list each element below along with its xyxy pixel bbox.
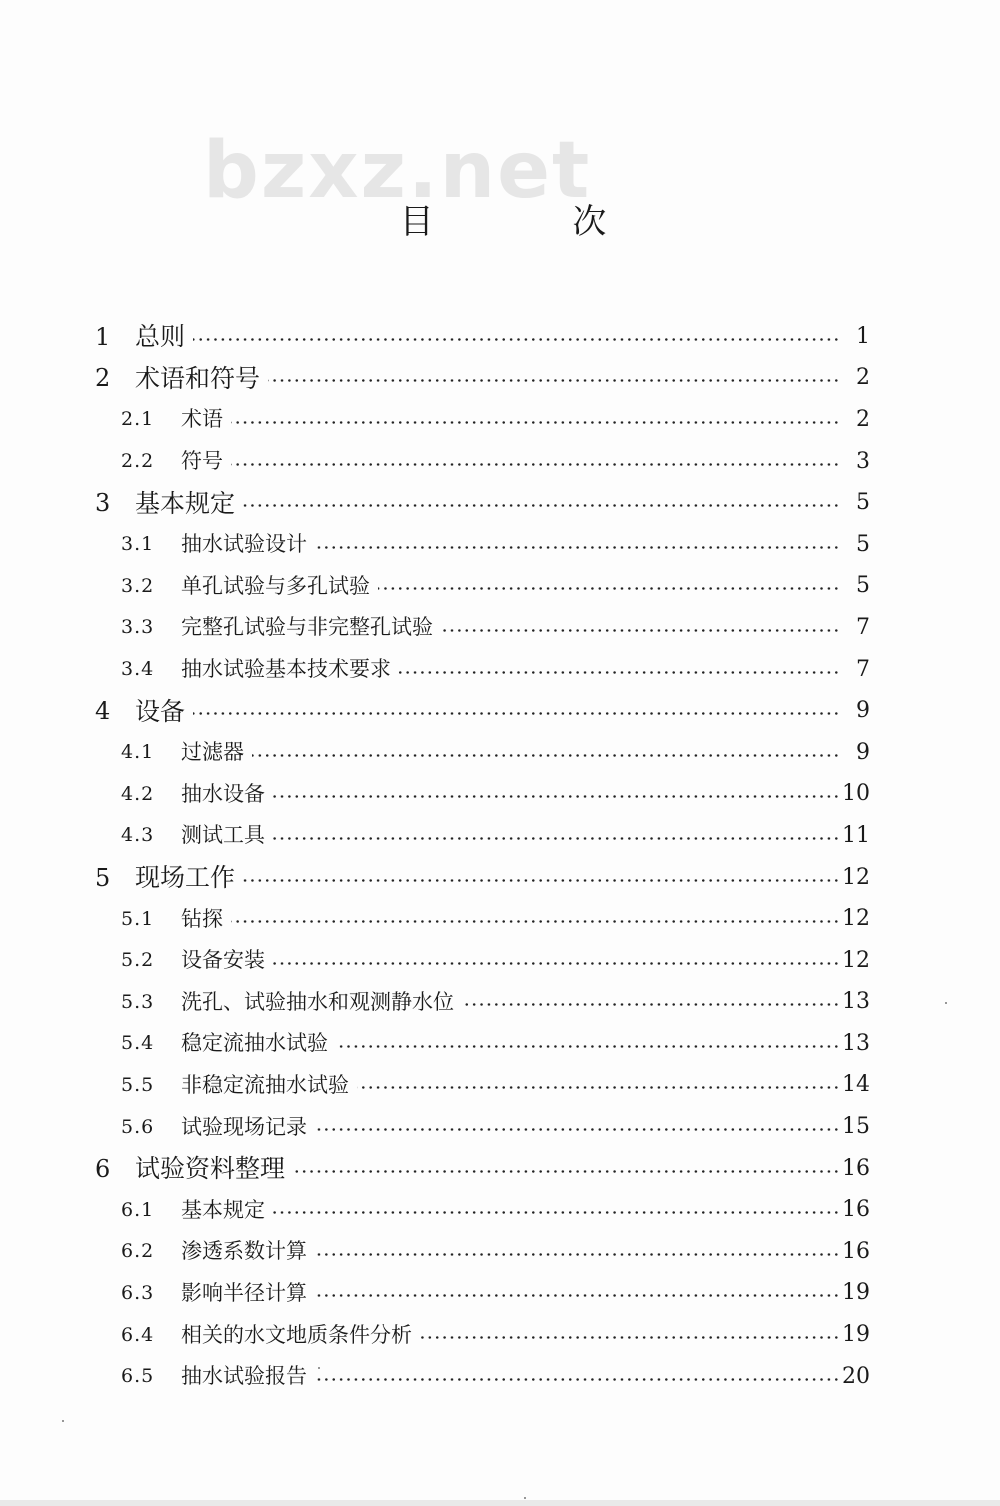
toc-section-entry[interactable] <box>0 1189 1000 1231</box>
dot-leader <box>357 1086 840 1089</box>
toc-chapter-entry[interactable] <box>0 690 1000 732</box>
toc-entry-number: 3.2 <box>121 574 155 597</box>
toc-entry-number: 3.3 <box>121 616 155 639</box>
toc-entry-number: 5.1 <box>121 907 155 930</box>
toc-page-number: 9 <box>856 739 870 765</box>
toc-page-number: 13 <box>842 989 870 1015</box>
toc-entry-number: 5.6 <box>121 1115 155 1138</box>
toc-entry-title: 影响半径计算 <box>181 1280 307 1305</box>
toc-entry-number: 5.4 <box>121 1032 155 1055</box>
toc-page-number: 16 <box>842 1238 870 1264</box>
dot-leader <box>273 837 840 840</box>
toc-entry-number: 2 <box>95 364 111 393</box>
toc-section-entry[interactable] <box>0 774 1000 816</box>
dot-leader <box>293 1170 840 1173</box>
toc-entry-title: 术语 <box>181 407 223 432</box>
toc-page-number: 16 <box>842 1197 870 1223</box>
toc-entry-number: 5 <box>95 863 111 892</box>
table-of-contents <box>0 316 1000 1397</box>
toc-entry-number: 6.3 <box>121 1281 155 1304</box>
dot-leader <box>193 712 840 715</box>
toc-section-entry[interactable] <box>0 1314 1000 1356</box>
toc-entry-number: 1 <box>95 322 111 351</box>
toc-page-number: 2 <box>856 406 870 432</box>
toc-page-number: 7 <box>856 656 870 682</box>
toc-page-number: 19 <box>842 1280 870 1306</box>
toc-entry-title: 基本规定 <box>181 1197 265 1222</box>
dot-leader <box>231 421 840 424</box>
toc-entry-number: 5.5 <box>121 1073 155 1096</box>
toc-entry-title: 洗孔、试验抽水和观测静水位 <box>181 989 454 1014</box>
toc-entry-number: 3.4 <box>121 658 155 681</box>
toc-entry-number: 2.1 <box>121 408 155 431</box>
toc-entry-title: 非稳定流抽水试验 <box>181 1072 349 1097</box>
dot-leader <box>315 1294 840 1297</box>
toc-entry-title: 术语和符号 <box>135 363 261 393</box>
dot-leader <box>315 1378 840 1381</box>
toc-page-number: 12 <box>842 864 870 890</box>
toc-chapter-entry[interactable] <box>0 857 1000 899</box>
toc-page-number: 14 <box>842 1072 870 1098</box>
toc-entry-number: 6 <box>95 1154 111 1183</box>
toc-entry-title: 现场工作 <box>135 863 236 893</box>
toc-page-number: 9 <box>856 698 870 724</box>
toc-chapter-entry[interactable] <box>0 1148 1000 1190</box>
toc-section-entry[interactable] <box>0 1273 1000 1315</box>
toc-page-number: 7 <box>856 614 870 640</box>
toc-section-entry[interactable] <box>0 1231 1000 1273</box>
scan-speck <box>318 1367 320 1369</box>
toc-page-number: 19 <box>842 1322 870 1348</box>
toc-entry-title: 渗透系数计算 <box>181 1239 307 1264</box>
toc-page-number: 11 <box>842 822 870 848</box>
scan-speck <box>524 1497 526 1499</box>
toc-page-number: 12 <box>842 947 870 973</box>
dot-leader <box>315 546 840 549</box>
toc-section-entry[interactable] <box>0 1106 1000 1148</box>
toc-entry-number: 6.5 <box>121 1365 155 1388</box>
dot-leader <box>315 1128 840 1131</box>
dot-leader <box>273 795 840 798</box>
toc-page-number: 20 <box>842 1363 870 1389</box>
toc-entry-title: 相关的水文地质条件分析 <box>181 1322 412 1347</box>
dot-leader <box>252 754 840 757</box>
toc-entry-number: 4.2 <box>121 782 155 805</box>
toc-entry-number: 2.2 <box>121 450 155 473</box>
toc-entry-title: 设备 <box>135 696 186 726</box>
dot-leader <box>441 629 840 632</box>
toc-entry-title: 抽水试验报告 <box>181 1364 307 1389</box>
toc-page-number: 1 <box>856 323 870 349</box>
toc-entry-title: 抽水试验设计 <box>181 532 307 557</box>
toc-page-number: 2 <box>856 365 870 391</box>
toc-entry-number: 3 <box>95 489 111 518</box>
toc-entry-number: 4.3 <box>121 824 155 847</box>
toc-entry-title: 试验现场记录 <box>181 1114 307 1139</box>
toc-entry-title: 总则 <box>135 322 186 352</box>
scan-speck <box>945 1002 947 1004</box>
dot-leader <box>315 1253 840 1256</box>
toc-section-entry[interactable] <box>0 649 1000 691</box>
toc-entry-number: 6.4 <box>121 1323 155 1346</box>
toc-section-entry[interactable] <box>0 732 1000 774</box>
toc-entry-title: 抽水试验基本技术要求 <box>181 657 391 682</box>
toc-page-number: 10 <box>842 781 870 807</box>
dot-leader <box>268 379 840 382</box>
toc-entry-number: 4.1 <box>121 741 155 764</box>
toc-entry-number: 4 <box>95 697 111 726</box>
toc-entry-title: 设备安装 <box>181 948 265 973</box>
toc-page-number: 16 <box>842 1155 870 1181</box>
toc-section-entry[interactable] <box>0 441 1000 483</box>
toc-page-number: 12 <box>842 906 870 932</box>
dot-leader <box>231 463 840 466</box>
dot-leader <box>462 1003 840 1006</box>
toc-entry-title: 稳定流抽水试验 <box>181 1031 328 1056</box>
toc-page-number: 5 <box>856 573 870 599</box>
toc-entry-title: 抽水设备 <box>181 781 265 806</box>
toc-entry-number: 5.2 <box>121 949 155 972</box>
toc-section-entry[interactable] <box>0 566 1000 608</box>
toc-page-number: 5 <box>856 531 870 557</box>
scan-speck <box>62 1420 64 1422</box>
toc-chapter-entry[interactable] <box>0 482 1000 524</box>
dot-leader <box>273 962 840 965</box>
dot-leader <box>336 1045 840 1048</box>
dot-leader <box>378 587 840 590</box>
dot-leader <box>399 671 840 674</box>
toc-page-number: 5 <box>856 490 870 516</box>
scan-edge <box>0 1500 1000 1506</box>
toc-entry-title: 完整孔试验与非完整孔试验 <box>181 615 433 640</box>
dot-leader <box>243 879 840 882</box>
toc-section-entry[interactable] <box>0 607 1000 649</box>
page-title: 目 次 <box>399 202 671 242</box>
toc-entry-title: 钻探 <box>181 906 223 931</box>
toc-entry-title: 过滤器 <box>181 740 244 765</box>
toc-entry-title: 基本规定 <box>135 488 236 518</box>
dot-leader <box>243 504 840 507</box>
dot-leader <box>193 338 840 341</box>
toc-entry-number: 5.3 <box>121 990 155 1013</box>
toc-entry-title: 单孔试验与多孔试验 <box>181 573 370 598</box>
toc-section-entry[interactable] <box>0 898 1000 940</box>
toc-entry-number: 3.1 <box>121 533 155 556</box>
dot-leader <box>231 920 840 923</box>
toc-page-number: 15 <box>842 1114 870 1140</box>
toc-section-entry[interactable] <box>0 524 1000 566</box>
toc-section-entry[interactable] <box>0 399 1000 441</box>
watermark: bzxz.net <box>203 126 592 216</box>
toc-chapter-entry[interactable] <box>0 316 1000 358</box>
toc-section-entry[interactable] <box>0 982 1000 1024</box>
toc-entry-number: 6.1 <box>121 1198 155 1221</box>
toc-page-number: 13 <box>842 1030 870 1056</box>
toc-entry-title: 符号 <box>181 449 223 474</box>
toc-entry-number: 6.2 <box>121 1240 155 1263</box>
dot-leader <box>273 1211 840 1214</box>
toc-page-number: 3 <box>856 448 870 474</box>
toc-entry-title: 试验资料整理 <box>135 1154 286 1184</box>
toc-section-entry[interactable] <box>0 1023 1000 1065</box>
toc-section-entry[interactable] <box>0 815 1000 857</box>
dot-leader <box>420 1336 840 1339</box>
toc-chapter-entry[interactable] <box>0 358 1000 400</box>
toc-entry-title: 测试工具 <box>181 823 265 848</box>
toc-section-entry[interactable] <box>0 1065 1000 1107</box>
toc-section-entry[interactable] <box>0 940 1000 982</box>
toc-section-entry[interactable] <box>0 1356 1000 1398</box>
